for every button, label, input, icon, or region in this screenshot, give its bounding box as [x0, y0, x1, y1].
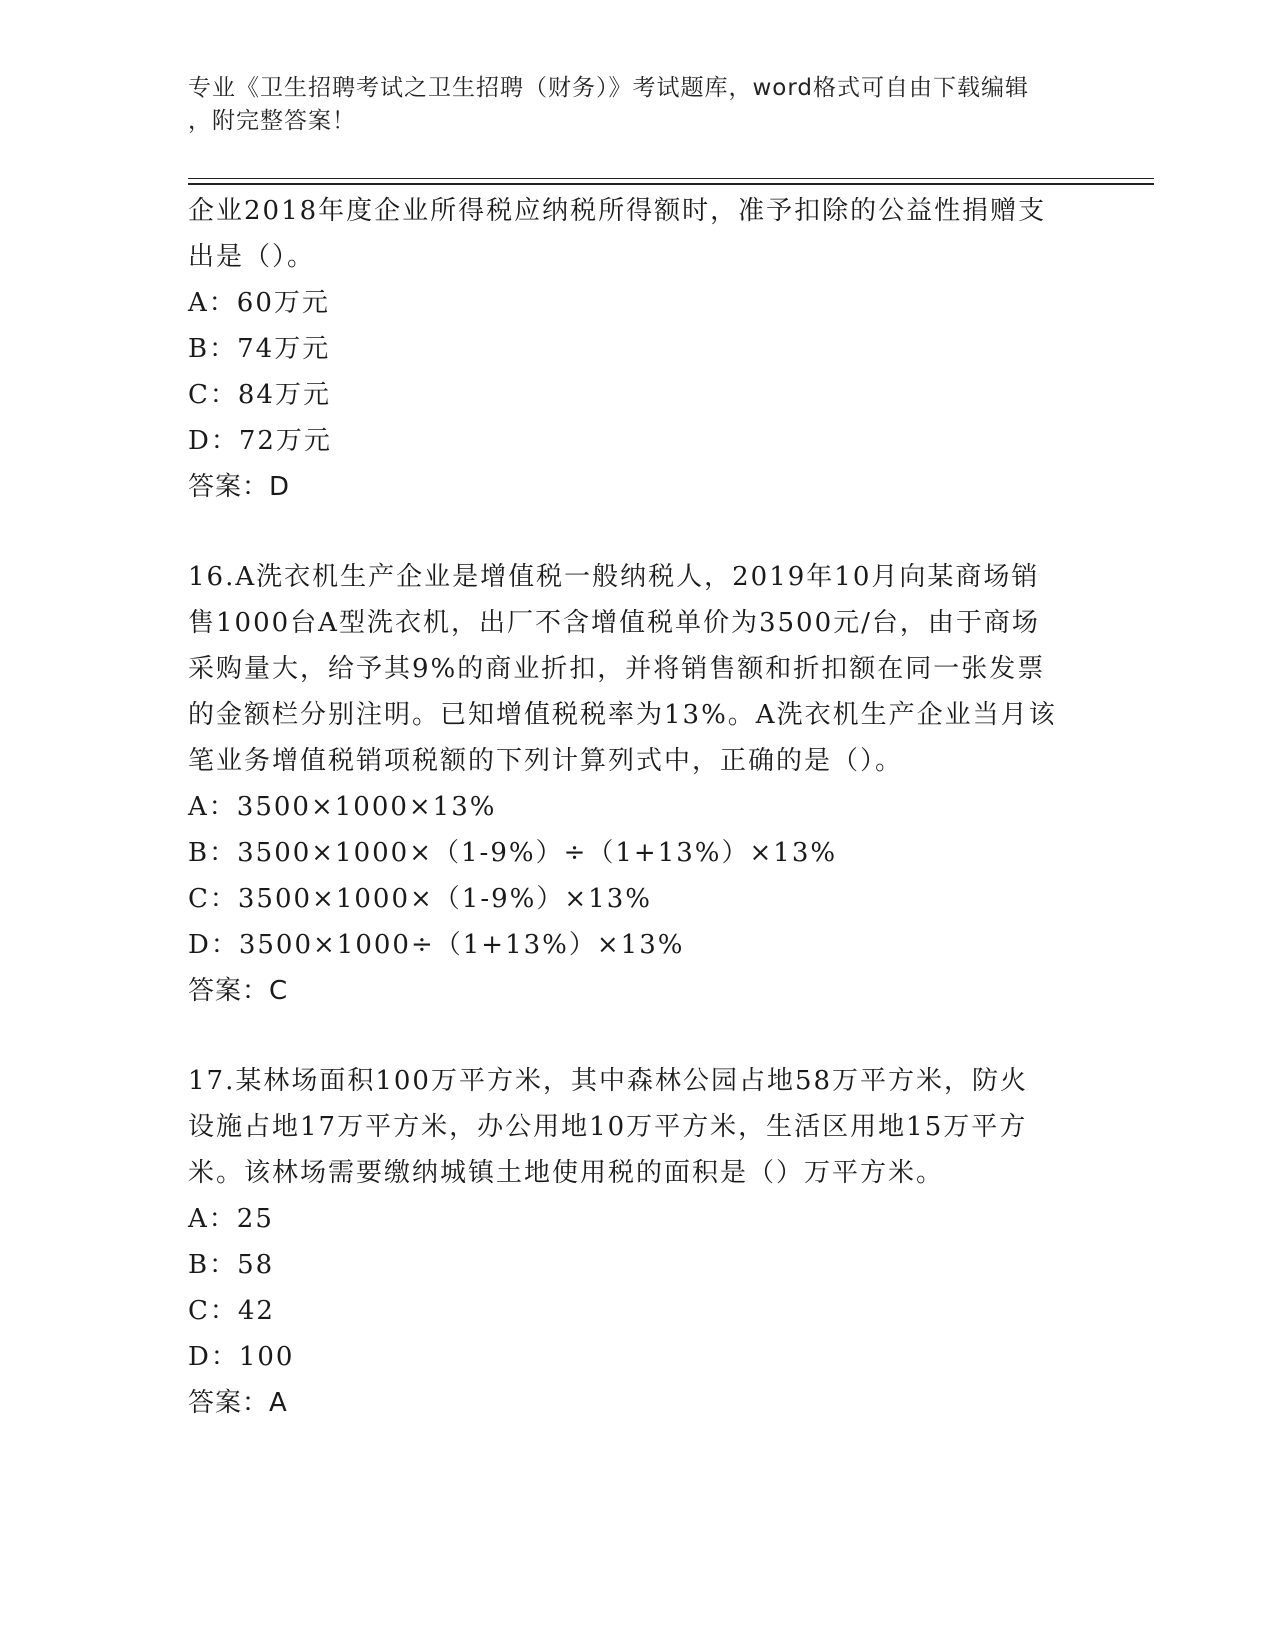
question-stem-line: 笔业务增值税销项税额的下列计算列式中，正确的是（）。: [188, 746, 904, 776]
option-c: C：3500×1000×（1-9%）×13%: [188, 884, 652, 914]
question-stem-line: 采购量大，给予其9%的商业折扣，并将销售额和折扣额在同一张发票: [188, 654, 1046, 684]
option-a: A：60万元: [188, 288, 330, 318]
header-divider-thin: [188, 178, 1154, 179]
answer-line: 答案：C: [188, 976, 289, 1006]
option-a: A：3500×1000×13%: [188, 792, 497, 822]
option-b: B：74万元: [188, 334, 331, 364]
question-stem-line: 出是（）。: [188, 242, 316, 272]
answer-line: 答案：D: [188, 472, 291, 502]
header-line-2: ，附完整答案！: [188, 108, 356, 134]
question-stem-line: 企业2018年度企业所得税应纳税所得额时，准予扣除的公益性捐赠支: [188, 196, 1047, 226]
answer-line: 答案：A: [188, 1388, 288, 1418]
spacer: [188, 510, 1068, 554]
question-stem-line: 米。该林场需要缴纳城镇土地使用税的面积是（）万平方米。: [188, 1158, 945, 1188]
question-list: [188, 188, 1068, 1426]
option-d: D：3500×1000÷（1+13%）×13%: [188, 930, 685, 960]
document-header: [188, 72, 1068, 138]
option-d: D：72万元: [188, 426, 332, 456]
spacer: [188, 1014, 1068, 1058]
option-b: B：3500×1000×（1-9%）÷（1+13%）×13%: [188, 838, 838, 868]
option-c: C：42: [188, 1296, 275, 1326]
header-line-1: 专业《卫生招聘考试之卫生招聘（财务）》考试题库，word格式可自由下载编辑: [188, 75, 1030, 101]
option-d: D：100: [188, 1342, 295, 1372]
header-divider-thick: [188, 183, 1154, 185]
option-a: A：25: [188, 1204, 274, 1234]
question-stem-line: 设施占地17万平方米，办公用地10万平方米，生活区用地15万平方: [188, 1112, 1028, 1142]
option-c: C：84万元: [188, 380, 331, 410]
question-stem-line: 售1000台A型洗衣机，出厂不含增值税单价为3500元/台，由于商场: [188, 608, 1040, 638]
question-16: [188, 554, 1068, 1014]
question-17: [188, 1058, 1068, 1426]
question-15: [188, 188, 1068, 510]
option-b: B：58: [188, 1250, 275, 1280]
question-stem-line: 的金额栏分别注明。已知增值税税率为13%。A洗衣机生产企业当月该: [188, 700, 1057, 730]
question-stem-line: 17.某林场面积100万平方米，其中森林公园占地58万平方米，防火: [188, 1066, 1029, 1096]
question-stem-line: 16.A洗衣机生产企业是增值税一般纳税人，2019年10月向某商场销: [188, 562, 1040, 592]
